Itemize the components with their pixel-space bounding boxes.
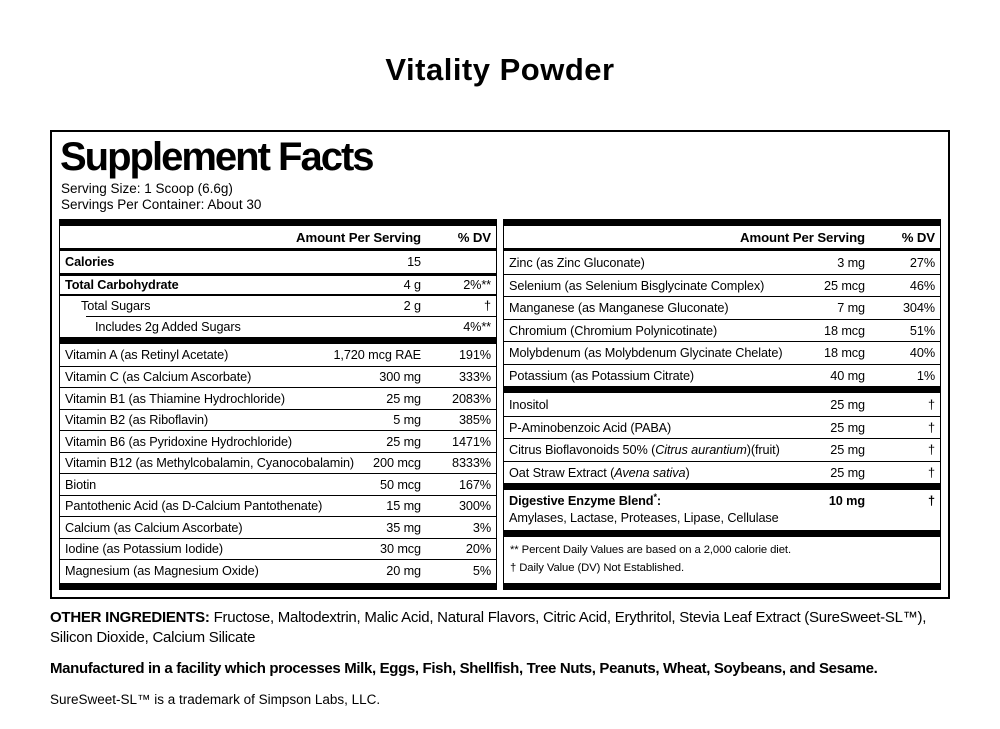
amount-value: 3 mg: [837, 255, 865, 270]
dv-value: 385%: [458, 413, 491, 428]
footnote-line: ** Percent Daily Values are based on a 2,000 calorie diet.: [510, 544, 791, 557]
amount-value: 20 mg: [386, 563, 421, 578]
amount-value: 25 mg: [386, 434, 421, 449]
allergen-statement: Manufactured in a facility which processes Milk, Eggs, Fish, Shellfish, Tree Nuts, Peanuts, Wheat, Soybeans, and Sesame.: [50, 659, 878, 677]
percent-dv-header: % DV: [457, 230, 491, 246]
dv-value: †: [484, 299, 491, 314]
footnote-line: † Daily Value (DV) Not Established.: [510, 561, 684, 574]
amount-value: 50 mcg: [379, 477, 421, 492]
separator-bar: [60, 583, 496, 590]
other-ingredients: [50, 608, 950, 646]
nutrient-name: Digestive Enzyme Blend*:: [509, 492, 662, 509]
amount-value: 5 mg: [393, 413, 421, 428]
label-footer: [50, 608, 950, 706]
table-row: [504, 274, 940, 297]
dv-value: 20%: [465, 542, 491, 557]
nutrient-name: Citrus Bioflavonoids 50% (Citrus aurantium)(fruit): [509, 443, 780, 458]
table-row: [60, 452, 496, 474]
amount-value: 15 mg: [386, 499, 421, 514]
table-row: [60, 516, 496, 538]
blend-components: Amylases, Lactase, Proteases, Lipase, Cellulase: [509, 511, 779, 526]
table-row: [504, 364, 940, 387]
separator-bar: [504, 583, 940, 590]
nutrient-name: Iodine (as Potassium Iodide): [65, 542, 223, 557]
table-row: [60, 344, 496, 366]
table-row: [60, 273, 496, 295]
amount-value: 35 mg: [386, 520, 421, 535]
amount-value: 25 mg: [830, 443, 865, 458]
dv-value: †: [928, 397, 935, 412]
table-row: [504, 319, 940, 342]
dv-value: 8333%: [451, 456, 491, 471]
dv-value: 4%**: [463, 319, 491, 334]
dv-value: †: [928, 420, 935, 435]
dv-value: 2%**: [463, 278, 491, 293]
table-row: [60, 387, 496, 409]
table-row: [60, 495, 496, 517]
column-headers: [60, 226, 496, 251]
nutrient-name: Pantothenic Acid (as D-Calcium Pantothenate): [65, 499, 323, 514]
facts-table-right: [503, 219, 941, 590]
table-row: [60, 251, 496, 273]
nutrient-name: Vitamin B2 (as Riboflavin): [65, 413, 209, 428]
product-title: Vitality Powder: [385, 52, 615, 87]
nutrient-name: Vitamin A (as Retinyl Acetate): [65, 348, 229, 363]
amount-value: 7 mg: [837, 301, 865, 316]
servings-per-container: Servings Per Container: About 30: [61, 197, 262, 213]
amount-per-serving-header: Amount Per Serving: [296, 230, 421, 246]
supplement-facts-title: Supplement Facts: [60, 135, 373, 179]
dv-value: 300%: [458, 499, 491, 514]
footnotes: [504, 537, 940, 583]
dv-value: †: [928, 443, 935, 458]
supplement-facts-panel: [50, 130, 950, 599]
amount-value: 18 mcg: [823, 323, 865, 338]
amount-value: 4 g: [403, 278, 421, 293]
dv-value: 333%: [458, 370, 491, 385]
nutrient-name: Vitamin C (as Calcium Ascorbate): [65, 370, 252, 385]
table-row: [60, 294, 496, 316]
amount-value: 25 mcg: [823, 278, 865, 293]
nutrient-name: Selenium (as Selenium Bisglycinate Complex): [509, 278, 765, 293]
serving-size: Serving Size: 1 Scoop (6.6g): [61, 181, 233, 196]
separator-bar: [504, 483, 940, 490]
dv-value: 3%: [472, 520, 491, 535]
amount-value: 25 mg: [830, 397, 865, 412]
dv-value: 167%: [458, 477, 491, 492]
separator-bar: [504, 530, 940, 537]
nutrient-name: Total Sugars: [81, 299, 151, 314]
nutrient-name: Vitamin B6 (as Pyridoxine Hydrochloride): [65, 434, 293, 449]
separator-bar: [60, 219, 496, 226]
table-row: [60, 409, 496, 431]
dv-value: †: [928, 494, 935, 509]
amount-value: 15: [407, 255, 421, 270]
dv-value: 304%: [902, 301, 935, 316]
other-ingredients-label: OTHER INGREDIENTS:: [50, 609, 210, 627]
nutrient-name: Biotin: [65, 477, 97, 492]
table-row: [504, 490, 940, 530]
amount-per-serving-header: Amount Per Serving: [740, 230, 865, 246]
dv-value: 27%: [909, 255, 935, 270]
nutrient-name: Oat Straw Extract (Avena sativa): [509, 465, 690, 480]
amount-value: 1,720 mcg RAE: [333, 348, 421, 363]
nutrient-name: P-Aminobenzoic Acid (PABA): [509, 420, 672, 435]
amount-value: 30 mcg: [379, 542, 421, 557]
amount-value: 25 mg: [830, 465, 865, 480]
table-row: [504, 251, 940, 274]
amount-value: 10 mg: [828, 494, 865, 509]
percent-dv-header: % DV: [901, 230, 935, 246]
separator-bar: [60, 337, 496, 344]
dv-value: 51%: [909, 323, 935, 338]
nutrient-name: Includes 2g Added Sugars: [95, 319, 241, 334]
column-headers: [504, 226, 940, 251]
amount-value: 200 mcg: [373, 456, 421, 471]
nutrient-name: Vitamin B1 (as Thiamine Hydrochloride): [65, 391, 285, 406]
dv-value: 40%: [909, 346, 935, 361]
table-row: [504, 341, 940, 364]
table-row: [504, 438, 940, 461]
separator-bar: [504, 386, 940, 393]
amount-value: 300 mg: [379, 370, 421, 385]
amount-value: 25 mg: [386, 391, 421, 406]
amount-value: 25 mg: [830, 420, 865, 435]
table-row: [504, 393, 940, 416]
dv-value: 46%: [909, 278, 935, 293]
nutrient-name: Zinc (as Zinc Gluconate): [509, 255, 645, 270]
table-row: [504, 296, 940, 319]
table-row: [60, 316, 496, 338]
trademark-note: SureSweet-SL™ is a trademark of Simpson Labs, LLC.: [50, 691, 381, 707]
nutrient-name: Total Carbohydrate: [65, 278, 179, 293]
dv-value: †: [928, 465, 935, 480]
table-row: [60, 538, 496, 560]
nutrient-name: Inositol: [509, 397, 549, 412]
amount-value: 18 mcg: [823, 346, 865, 361]
facts-table-left: [59, 219, 497, 590]
dv-value: 2083%: [451, 391, 491, 406]
amount-value: 2 g: [403, 299, 421, 314]
table-row: [60, 473, 496, 495]
nutrient-name: Magnesium (as Magnesium Oxide): [65, 563, 259, 578]
separator-bar: [504, 219, 940, 226]
table-row: [60, 366, 496, 388]
table-row: [504, 416, 940, 439]
nutrient-name: Potassium (as Potassium Citrate): [509, 368, 695, 383]
nutrient-name: Calories: [65, 255, 115, 270]
facts-tables: [59, 219, 941, 590]
dv-value: 1471%: [451, 434, 491, 449]
nutrient-name: Manganese (as Manganese Gluconate): [509, 301, 729, 316]
nutrient-name: Molybdenum (as Molybdenum Glycinate Chelate): [509, 346, 783, 361]
nutrient-name: Vitamin B12 (as Methylcobalamin, Cyanocobalamin): [65, 456, 355, 471]
dv-value: 191%: [458, 348, 491, 363]
table-row-line: [509, 494, 935, 508]
table-row: [60, 559, 496, 581]
dv-value: 5%: [472, 563, 491, 578]
nutrient-name: Calcium (as Calcium Ascorbate): [65, 520, 243, 535]
amount-value: 40 mg: [830, 368, 865, 383]
nutrient-name: Chromium (Chromium Polynicotinate): [509, 323, 718, 338]
table-row: [60, 430, 496, 452]
other-ingredients-text: Fructose, Maltodextrin, Malic Acid, Natural Flavors, Citric Acid, Erythritol, Stevia Leaf Extract (SureSweet-SL™), Silicon Dioxide, Calcium Silicate: [50, 609, 927, 646]
dv-value: 1%: [916, 368, 935, 383]
table-row: [504, 461, 940, 484]
